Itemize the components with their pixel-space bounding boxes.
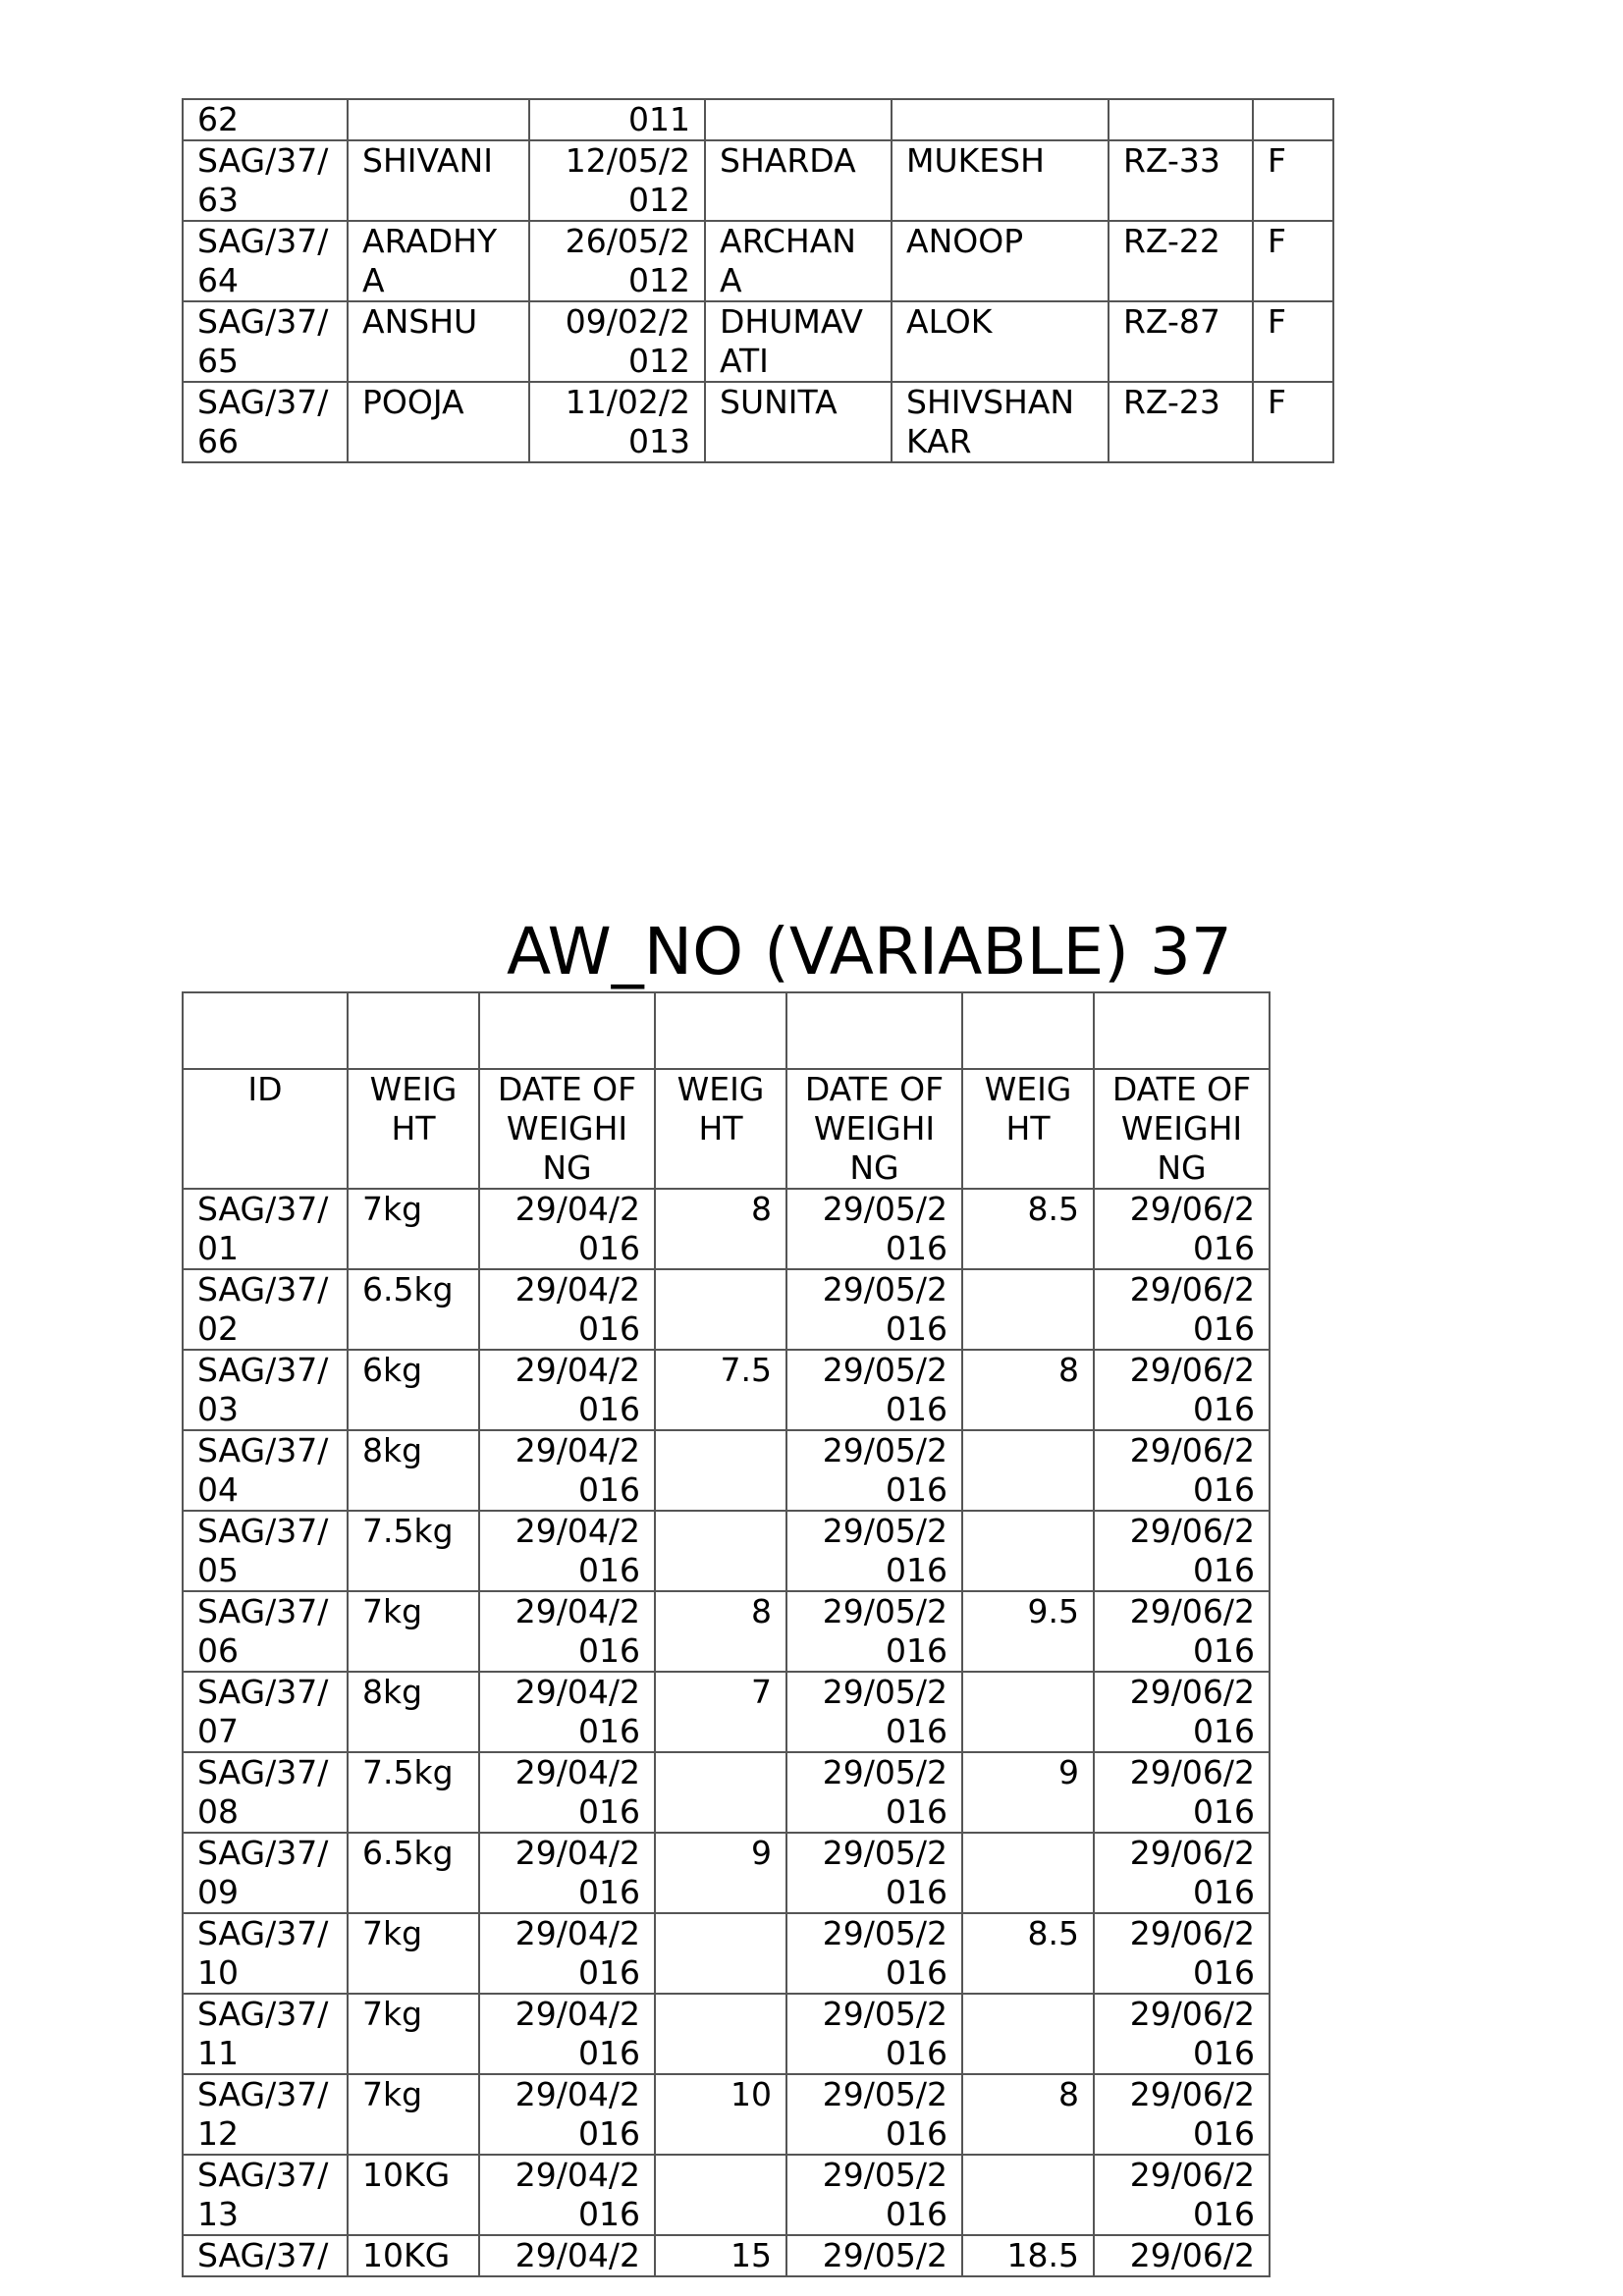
table-cell: ALOK (892, 301, 1109, 382)
table-cell: SAG/37/ 05 (183, 1511, 348, 1591)
empty-cell (479, 992, 655, 1069)
table-cell: 18.5 (962, 2235, 1094, 2276)
table-cell: 29/04/2 016 (479, 1269, 655, 1350)
table-cell: 7.5kg (348, 1752, 479, 1833)
table-row (183, 2235, 1270, 2276)
table-cell: SAG/37/ 04 (183, 1430, 348, 1511)
table-cell: SAG/37/ 12 (183, 2074, 348, 2155)
table-cell: 29/06/2 016 (1094, 1752, 1270, 1833)
table-cell: SAG/37/ 10 (183, 1913, 348, 1994)
table-cell (655, 1913, 786, 1994)
table-cell (655, 1269, 786, 1350)
column-header: WEIG HT (348, 1069, 479, 1189)
table-cell: 29/06/2 016 (1094, 1511, 1270, 1591)
table-cell: ANOOP (892, 221, 1109, 301)
table-cell: 29/04/2 016 (479, 1430, 655, 1511)
table-cell: 29/04/2 (479, 2235, 655, 2276)
table-cell: 29/05/2 (786, 2235, 962, 2276)
table-cell: F (1253, 382, 1333, 462)
table-cell (655, 1752, 786, 1833)
table-cell: 9.5 (962, 1591, 1094, 1672)
table-cell: 7.5kg (348, 1511, 479, 1591)
table-cell: SUNITA (705, 382, 892, 462)
table-row (183, 1994, 1270, 2074)
table-cell: 10KG (348, 2235, 479, 2276)
table-cell: SAG/37/ 66 (183, 382, 348, 462)
table-cell: 7kg (348, 1591, 479, 1672)
table-row (183, 2074, 1270, 2155)
table-cell: SAG/37/ 01 (183, 1189, 348, 1269)
table-cell: 7.5 (655, 1350, 786, 1430)
table-cell: MUKESH (892, 140, 1109, 221)
table-cell (962, 1430, 1094, 1511)
table-cell (962, 1994, 1094, 2074)
table-cell (655, 1994, 786, 2074)
table-cell: F (1253, 140, 1333, 221)
table-cell: 8 (962, 2074, 1094, 2155)
table-cell: 29/05/2 016 (786, 2155, 962, 2235)
column-header: DATE OF WEIGHI NG (1094, 1069, 1270, 1189)
column-header: WEIG HT (962, 1069, 1094, 1189)
table-cell: SAG/37/ 07 (183, 1672, 348, 1752)
table-cell (962, 1833, 1094, 1913)
table-cell: RZ-33 (1109, 140, 1253, 221)
empty-cell (786, 992, 962, 1069)
table-cell: 10KG (348, 2155, 479, 2235)
table-cell: 29/05/2 016 (786, 1350, 962, 1430)
table-cell: 29/06/2 016 (1094, 1430, 1270, 1511)
table-cell: 8.5 (962, 1189, 1094, 1269)
table-cell: F (1253, 301, 1333, 382)
table-cell: 29/05/2 016 (786, 1430, 962, 1511)
empty-cell (348, 992, 479, 1069)
table-cell: F (1253, 221, 1333, 301)
table-cell: 29/05/2 016 (786, 1591, 962, 1672)
table-cell: 29/06/2 016 (1094, 1591, 1270, 1672)
table-cell (655, 1430, 786, 1511)
table-cell: 29/04/2 016 (479, 2074, 655, 2155)
table-cell: 29/06/2 016 (1094, 1833, 1270, 1913)
table-cell (962, 1269, 1094, 1350)
table-cell: 62 (183, 99, 348, 140)
table-cell: 09/02/2 012 (529, 301, 705, 382)
table-row (183, 140, 1333, 221)
table-cell: 29/05/2 016 (786, 1752, 962, 1833)
table-cell: 7kg (348, 1994, 479, 2074)
table-cell: 29/06/2 016 (1094, 1672, 1270, 1752)
table-row (183, 1350, 1270, 1430)
column-header: DATE OF WEIGHI NG (479, 1069, 655, 1189)
table-cell: 8.5 (962, 1913, 1094, 1994)
table-cell (1109, 99, 1253, 140)
table-cell: RZ-22 (1109, 221, 1253, 301)
table-cell (655, 2155, 786, 2235)
table-cell: SAG/37/ (183, 2235, 348, 2276)
table-cell: RZ-87 (1109, 301, 1253, 382)
table-row (183, 382, 1333, 462)
table-cell: 29/04/2 016 (479, 1833, 655, 1913)
table-cell: SHIVSHAN KAR (892, 382, 1109, 462)
table-row (183, 1430, 1270, 1511)
table-cell: 7kg (348, 1189, 479, 1269)
table-cell: 29/04/2 016 (479, 1591, 655, 1672)
table-cell: 29/05/2 016 (786, 1511, 962, 1591)
table-cell: 7kg (348, 1913, 479, 1994)
table-row (183, 2155, 1270, 2235)
student-details-table (182, 98, 1334, 463)
empty-cell (183, 992, 348, 1069)
table-row (183, 301, 1333, 382)
table-cell: POOJA (348, 382, 529, 462)
empty-cell (1094, 992, 1270, 1069)
table-cell: 9 (655, 1833, 786, 1913)
table-cell: 29/05/2 016 (786, 1269, 962, 1350)
column-header: ID (183, 1069, 348, 1189)
table-cell: 29/05/2 016 (786, 1994, 962, 2074)
table-cell: 29/04/2 016 (479, 1350, 655, 1430)
table-cell: DHUMAV ATI (705, 301, 892, 382)
table-cell: 29/05/2 016 (786, 1913, 962, 1994)
empty-cell (655, 992, 786, 1069)
table-cell: 8 (655, 1591, 786, 1672)
table-cell (705, 99, 892, 140)
table-cell: 10 (655, 2074, 786, 2155)
table-row (183, 1591, 1270, 1672)
table-cell: 6.5kg (348, 1269, 479, 1350)
column-header: DATE OF WEIGHI NG (786, 1069, 962, 1189)
table-cell: 29/05/2 016 (786, 1189, 962, 1269)
table-cell: SAG/37/ 11 (183, 1994, 348, 2074)
table-cell: 29/04/2 016 (479, 1752, 655, 1833)
table-row (183, 1511, 1270, 1591)
empty-cell (962, 992, 1094, 1069)
table-cell: 8kg (348, 1430, 479, 1511)
table-cell: 29/04/2 016 (479, 1189, 655, 1269)
table-row (183, 1189, 1270, 1269)
table-row (183, 1752, 1270, 1833)
table-cell: SHARDA (705, 140, 892, 221)
table-row (183, 99, 1333, 140)
table-cell: SAG/37/ 03 (183, 1350, 348, 1430)
table-cell: 26/05/2 012 (529, 221, 705, 301)
table-row (183, 1269, 1270, 1350)
table-cell: RZ-23 (1109, 382, 1253, 462)
table-cell: SAG/37/ 63 (183, 140, 348, 221)
table-cell: SAG/37/ 64 (183, 221, 348, 301)
student-details-body (183, 99, 1333, 462)
header-row (183, 1069, 1270, 1189)
table-cell: 29/04/2 016 (479, 1672, 655, 1752)
table-cell: 29/05/2 016 (786, 1672, 962, 1752)
table-cell: 011 (529, 99, 705, 140)
table-cell: 9 (962, 1752, 1094, 1833)
table-cell (1253, 99, 1333, 140)
table-cell: 6kg (348, 1350, 479, 1430)
table-row (183, 1913, 1270, 1994)
table-cell: ARCHAN A (705, 221, 892, 301)
table-cell (962, 2155, 1094, 2235)
table-cell: 11/02/2 013 (529, 382, 705, 462)
table-cell: 8kg (348, 1672, 479, 1752)
table-cell: 29/05/2 016 (786, 1833, 962, 1913)
table-cell: 7kg (348, 2074, 479, 2155)
table-cell: 6.5kg (348, 1833, 479, 1913)
table-cell: 15 (655, 2235, 786, 2276)
table-cell: 7 (655, 1672, 786, 1752)
table-cell: 8 (655, 1189, 786, 1269)
table-row (183, 1833, 1270, 1913)
table-cell: 29/06/2 016 (1094, 1994, 1270, 2074)
table-cell (962, 1511, 1094, 1591)
table-cell: 29/05/2 016 (786, 2074, 962, 2155)
table-row (183, 1672, 1270, 1752)
weight-records-body (183, 992, 1270, 2276)
table-cell: 29/06/2 016 (1094, 1913, 1270, 1994)
section-heading: AW_NO (VARIABLE) 37 (507, 914, 1232, 989)
table-cell: 29/04/2 016 (479, 2155, 655, 2235)
table-cell: SHIVANI (348, 140, 529, 221)
table-cell: SAG/37/ 65 (183, 301, 348, 382)
table-cell: SAG/37/ 13 (183, 2155, 348, 2235)
table-cell: SAG/37/ 06 (183, 1591, 348, 1672)
table-cell: 29/04/2 016 (479, 1994, 655, 2074)
table-cell: 29/06/2 016 (1094, 1189, 1270, 1269)
table-cell: ANSHU (348, 301, 529, 382)
weight-records-table (182, 991, 1271, 2277)
table-cell: ARADHY A (348, 221, 529, 301)
table-cell: 29/06/2 016 (1094, 1269, 1270, 1350)
table-cell: 29/04/2 016 (479, 1913, 655, 1994)
table-cell: 29/04/2 016 (479, 1511, 655, 1591)
table-cell: SAG/37/ 09 (183, 1833, 348, 1913)
table-cell: 29/06/2 016 (1094, 1350, 1270, 1430)
column-header: WEIG HT (655, 1069, 786, 1189)
table-cell (962, 1672, 1094, 1752)
table-cell: SAG/37/ 08 (183, 1752, 348, 1833)
table-cell (892, 99, 1109, 140)
table-cell (348, 99, 529, 140)
table-cell (655, 1511, 786, 1591)
table-cell: 8 (962, 1350, 1094, 1430)
table-cell: 29/06/2 (1094, 2235, 1270, 2276)
blank-row (183, 992, 1270, 1069)
table-cell: 29/06/2 016 (1094, 2155, 1270, 2235)
table-row (183, 221, 1333, 301)
table-cell: SAG/37/ 02 (183, 1269, 348, 1350)
table-cell: 12/05/2 012 (529, 140, 705, 221)
table-cell: 29/06/2 016 (1094, 2074, 1270, 2155)
